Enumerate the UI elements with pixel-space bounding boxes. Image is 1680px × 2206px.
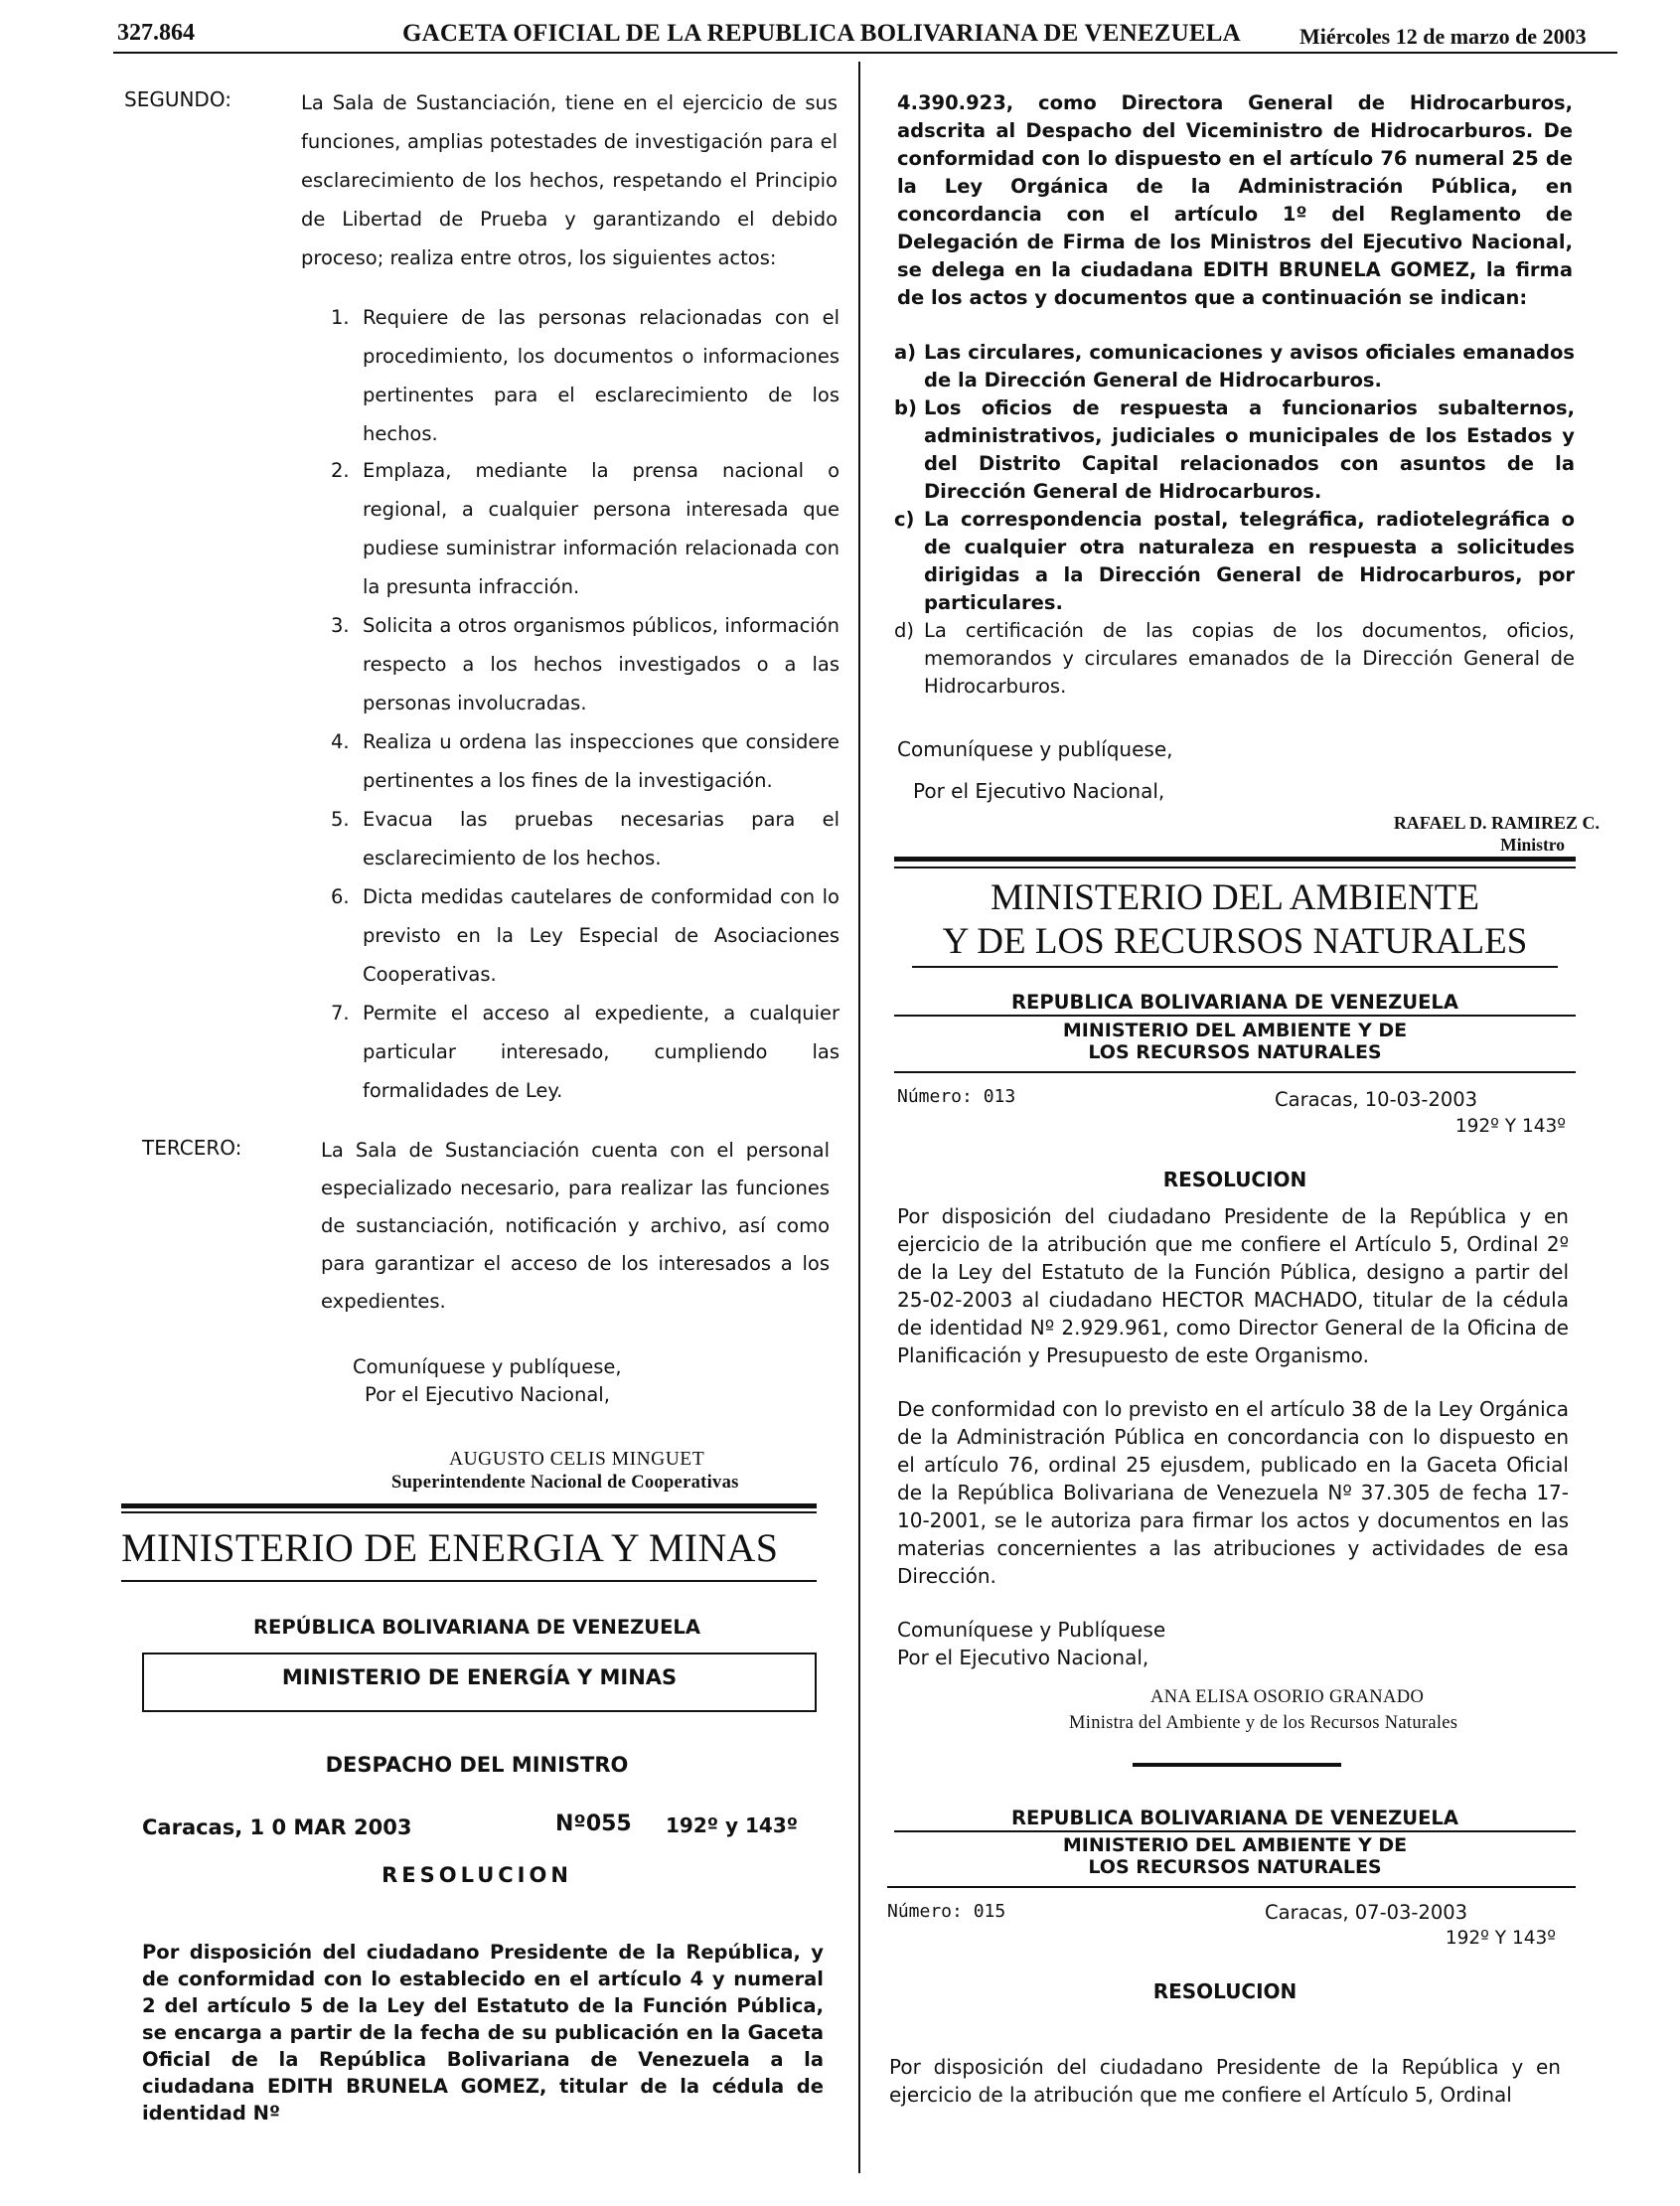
list-item: 7. Permite el acceso al expediente, a cualquier particular interesado, cumpliendo las formalidades de Ley. (331, 1002, 840, 1102)
resolution-number-res2: Número: 015 (887, 1901, 1006, 1922)
signer-role-right: Ministro (1500, 835, 1565, 855)
resolution-body-res1-p2: De conformidad con lo previsto en el artículo 38 de la Ley Orgánica de la Administración Pública en concordancia con lo dispuesto en el artículo 76, ordinal 25 ejusdem, publicado en la Gaceta Oficial de la República Bolivariana de Venezuela Nº 37.305 de fecha 17-10-2001, se le autoriza para firmar los actos y documentos en las materias concernientes a las atribuciones y actividades de esa Dirección. (897, 1397, 1569, 1588)
signer-name-right: RAFAEL D. RAMIREZ C. (1393, 813, 1600, 833)
list-item: 5. Evacua las pruebas necesarias para el esclarecimiento de los hechos. (331, 808, 840, 869)
ministry-title: MINISTERIO DE ENERGIA Y MINAS (121, 1525, 779, 1570)
ministry-box-label: MINISTERIO DE ENERGÍA Y MINAS (281, 1665, 678, 1689)
segundo-text: La Sala de Sustanciación, tiene en el ejercicio de sus funciones, amplias potestades de investigación para el esclarecimiento de los hechos, respetando el Principio de Libertad de Prueba y garantizando el debido proceso; realiza entre otros, los siguientes actos: (301, 91, 838, 269)
place-date-res1: Caracas, 10-03-2003 (1275, 1088, 1478, 1111)
list-item: d) La certificación de las copias de los documentos, oficios, memorandos y circulares emanados de la Dirección General de Hidrocarburos. (894, 619, 1575, 698)
resolution-number-res1: Número: 013 (897, 1086, 1016, 1107)
republic-label-res1: REPUBLICA BOLIVARIANA DE VENEZUELA (1011, 991, 1458, 1014)
resolution-body-res2: Por disposición del ciudadano Presidente de la República y en ejercicio de la atribución que me confiere el Artículo 5, Ordinal (889, 2055, 1561, 2107)
section-rule (912, 966, 1558, 968)
page-number: 327.864 (117, 20, 195, 46)
closing-right: Comuníquese y publíquese, Por el Ejecutivo Nacional, (897, 737, 1173, 803)
signer-role-res1: Ministra del Ambiente y de los Recursos Naturales (1069, 1713, 1458, 1733)
ministry-title-right: MINISTERIO DEL AMBIENTE Y DE LOS RECURSOS NATURALES (942, 877, 1528, 962)
tercero-text: La Sala de Sustanciación cuenta con el personal especializado necesario, para realizar las funciones de sustanciación, notificación y archivo, así como para garantizar el acceso de los interesados a los expedientes. (321, 1139, 830, 1313)
place-date: Caracas, 1 0 MAR 2003 (142, 1815, 412, 1839)
place-date-res2: Caracas, 07-03-2003 (1265, 1901, 1468, 1924)
section-rule (887, 1886, 1576, 1888)
section-rule (121, 1511, 817, 1513)
ministry-label-res2: MINISTERIO DEL AMBIENTE Y DE LOS RECURSOS NATURALES (1062, 1834, 1408, 1878)
list-item: 3. Solicita a otros organismos públicos, información respecto a los hechos investigados o a las personas involucradas. (331, 614, 840, 714)
segundo-list (331, 298, 840, 1110)
separator-rule (1133, 1763, 1341, 1767)
years-label: 192º y 143º (666, 1813, 799, 1837)
despacho-label: DESPACHO DEL MINISTRO (325, 1753, 629, 1777)
section-rule (121, 1580, 817, 1582)
resolution-body: Por disposición del ciudadano Presidente de la República, y de conformidad con lo establecido en el artículo 4 y numeral 2 del artículo 5 de la Ley del Estatuto de la Función Pública, se encarga a partir de la fecha de su publicación en la Gaceta Oficial de la República Bolivariana de Venezuela a la ciudadana EDITH BRUNELA GOMEZ, titular de la cédula de identidad Nº (142, 1941, 824, 2125)
closing-res1: Comuníquese y Publíquese Por el Ejecutivo Nacional, (897, 1618, 1166, 1669)
section-rule (894, 857, 1576, 862)
republic-label-res2: REPUBLICA BOLIVARIANA DE VENEZUELA (1011, 1807, 1458, 1829)
resolucion-title: RESOLUCION (382, 1863, 572, 1887)
section-rule (121, 1503, 817, 1508)
segundo-label: SEGUNDO: (124, 87, 231, 111)
section-rule (894, 1071, 1576, 1073)
tercero-label: TERCERO: (142, 1136, 242, 1160)
resolucion-title-res2: RESOLUCION (1152, 1979, 1298, 2003)
list-item: 4. Realiza u ordena las inspecciones que considere pertinentes a los fines de la investigación. (331, 730, 840, 792)
list-item: a) Las circulares, comunicaciones y avisos oficiales emanados de la Dirección General de Hidrocarburos. (894, 341, 1575, 392)
list-item: 6. Dicta medidas cautelares de conformidad con lo previsto en la Ley Especial de Asociaciones Cooperativas. (331, 885, 840, 986)
list-item: c) La correspondencia postal, telegráfica, radiotelegráfica o de cualquier otra naturaleza en respuesta a solicitudes dirigidas a la Dirección General de Hidrocarburos, por particulares. (894, 508, 1575, 614)
republic-label: REPÚBLICA BOLIVARIANA DE VENEZUELA (253, 1616, 700, 1639)
signer-role: Superintendente Nacional de Cooperativas (391, 1473, 739, 1493)
years-res1: 192º Y 143º (1454, 1116, 1566, 1137)
ministry-label-res1: MINISTERIO DEL AMBIENTE Y DE LOS RECURSOS NATURALES (1062, 1020, 1408, 1063)
gazette-title: GACETA OFICIAL DE LA REPUBLICA BOLIVARIANA DE VENEZUELA (402, 20, 1241, 47)
years-res2: 192º Y 143º (1445, 1928, 1556, 1949)
gazette-date: Miércoles 12 de marzo de 2003 (1299, 24, 1587, 49)
list-item: 1. Requiere de las personas relacionadas con el procedimiento, los documentos o informaciones pertinentes para el esclarecimiento de los hechos. (331, 306, 840, 445)
list-item: 2. Emplaza, mediante la prensa nacional o regional, a cualquier persona interesada que pudiese suministrar información relacionada con la presunta infracción. (331, 459, 840, 598)
column-divider (858, 62, 860, 2173)
section-rule (894, 867, 1576, 868)
list-item: b) Los oficios de respuesta a funcionarios subalternos, administrativos, judiciales o municipales de los Estados y del Distrito Capital relacionados con asuntos de la Dirección General de Hidrocarburos. (894, 396, 1575, 503)
signer-name-res1: ANA ELISA OSORIO GRANADO (1150, 1687, 1425, 1707)
delegation-intro: 4.390.923, como Directora General de Hidrocarburos, adscrita al Despacho del Viceministro de Hidrocarburos. De conformidad con lo dispuesto en el artículo 76 numeral 25 de la Ley Orgánica de la Administración Pública, en concordancia con el artículo 1º del Reglamento de Delegación de Firma de los Ministros del Ejecutivo Nacional, se delega en la ciudadana EDITH BRUNELA GOMEZ, la firma de los actos y documentos que a continuación se indican: (897, 91, 1573, 309)
closing-left: Comuníquese y publíquese, Por el Ejecutivo Nacional, (353, 1355, 622, 1406)
header-rule (113, 52, 1617, 54)
section-rule (894, 1015, 1576, 1017)
section-rule (894, 1830, 1576, 1832)
resolution-body-res1: Por disposición del ciudadano Presidente de la República y en ejercicio de la atribución que me confiere el Artículo 5, Ordinal 2º de la Ley del Estatuto de la Función Pública, designo a partir del 25-02-2003 al ciudadano HECTOR MACHADO, titular de la cédula de identidad Nº 2.929.961, como Director General de la Oficina de Planificación y Presupuesto de este Organismo. (897, 1204, 1569, 1367)
signer-name: AUGUSTO CELIS MINGUET (449, 1449, 705, 1470)
delegation-list (894, 339, 1575, 701)
resolucion-title-res1: RESOLUCION (1162, 1168, 1307, 1191)
resolution-number: Nº055 (555, 1812, 632, 1836)
